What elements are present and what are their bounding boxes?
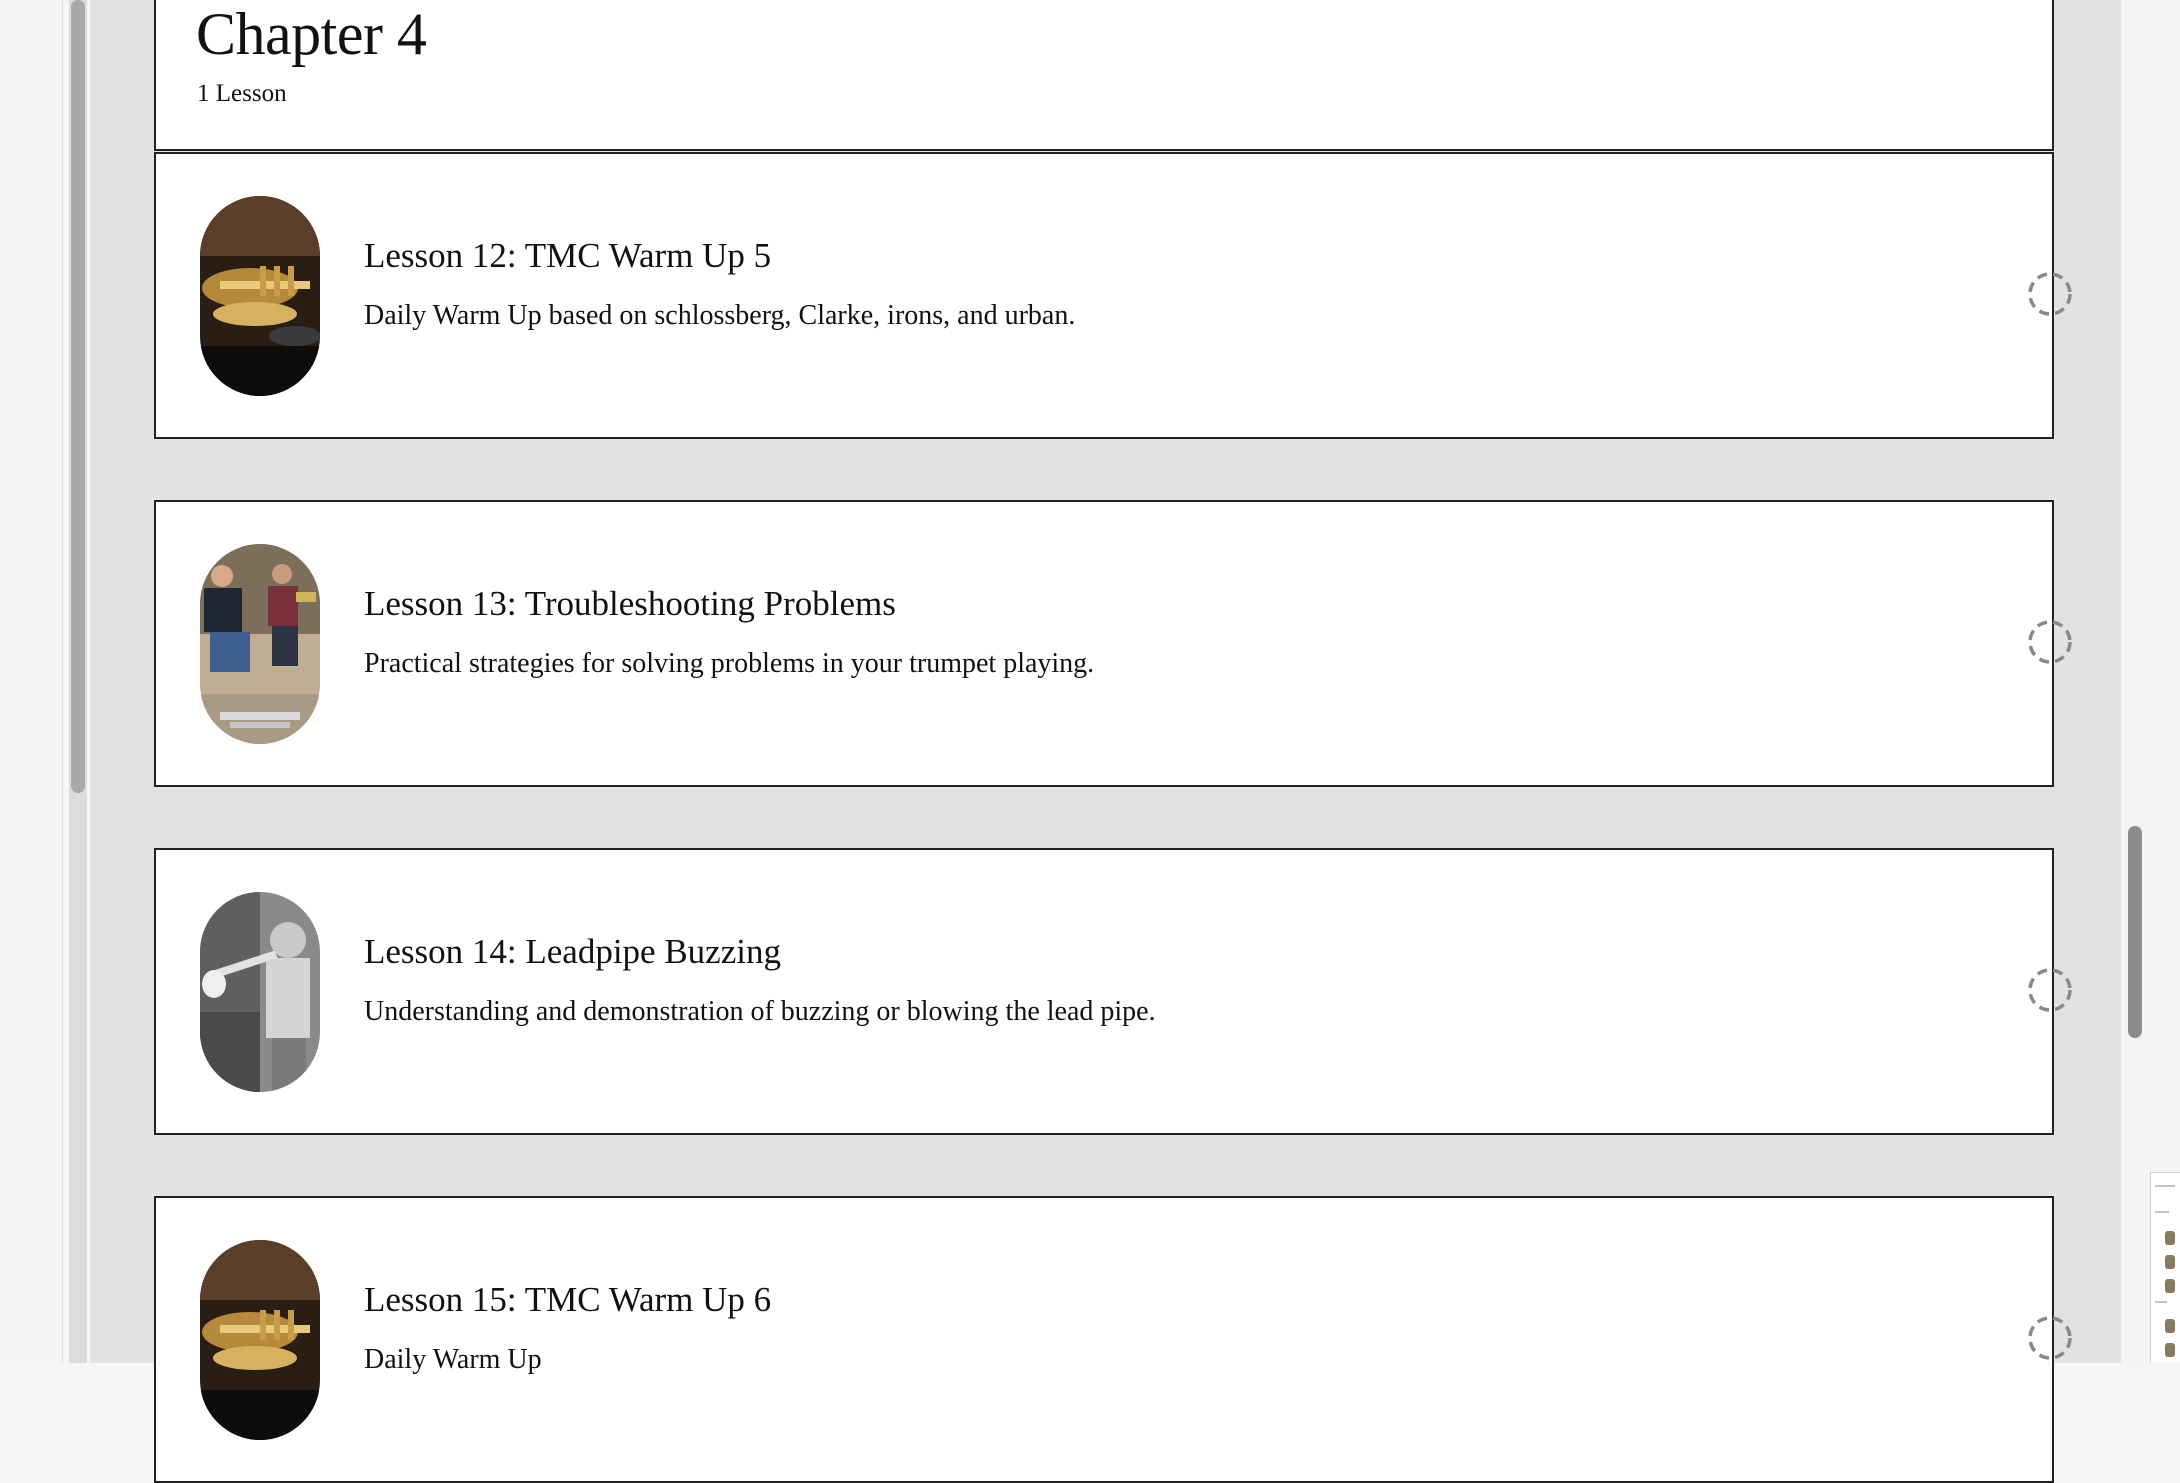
trumpet-players-photo <box>200 544 320 744</box>
left-scrollbar[interactable] <box>69 0 87 1363</box>
trumpet-players-photo-thumbnail <box>200 544 320 744</box>
chapter-lesson-count: 1 Lesson <box>197 80 287 107</box>
trumpeter-bw-photo <box>200 892 320 1092</box>
trumpeter-bw-photo-thumbnail <box>200 892 320 1092</box>
incomplete-circle-icon[interactable] <box>2026 966 2074 1014</box>
chapter-header <box>154 0 2054 151</box>
lesson-title[interactable]: Lesson 15: TMC Warm Up 6 <box>364 1280 772 1319</box>
right-gutter <box>2150 0 2180 1363</box>
right-scrollbar-thumb[interactable] <box>2128 826 2142 1038</box>
lesson-description: Daily Warm Up based on schlossberg, Clarke, irons, and urban. <box>364 300 1076 331</box>
lesson-description: Practical strategies for solving problems in your trumpet playing. <box>364 648 1095 679</box>
lesson-description: Understanding and demonstration of buzzing or blowing the lead pipe. <box>364 996 1156 1027</box>
page-preview-thumbnail[interactable] <box>2150 1172 2180 1363</box>
incomplete-circle-icon[interactable] <box>2026 1314 2074 1362</box>
lesson-card[interactable] <box>154 500 2054 787</box>
course-content <box>90 0 2120 1375</box>
lesson-description: Daily Warm Up <box>364 1344 542 1375</box>
lesson-card[interactable] <box>154 152 2054 439</box>
trumpet-photo <box>200 196 320 396</box>
trumpet-photo <box>200 1240 320 1440</box>
left-scrollbar-thumb[interactable] <box>71 0 85 793</box>
right-scrollbar[interactable] <box>2120 0 2151 1363</box>
left-gutter <box>0 0 63 1363</box>
lesson-card[interactable] <box>154 848 2054 1135</box>
lesson-title[interactable]: Lesson 14: Leadpipe Buzzing <box>364 932 781 971</box>
incomplete-circle-icon[interactable] <box>2026 618 2074 666</box>
lesson-title[interactable]: Lesson 12: TMC Warm Up 5 <box>364 236 772 275</box>
incomplete-circle-icon[interactable] <box>2026 270 2074 318</box>
trumpet-photo-thumbnail <box>200 1240 320 1440</box>
lesson-card[interactable] <box>154 1196 2054 1483</box>
trumpet-photo-thumbnail <box>200 196 320 396</box>
lesson-title[interactable]: Lesson 13: Troubleshooting Problems <box>364 584 896 623</box>
chapter-title: Chapter 4 <box>196 1 427 67</box>
